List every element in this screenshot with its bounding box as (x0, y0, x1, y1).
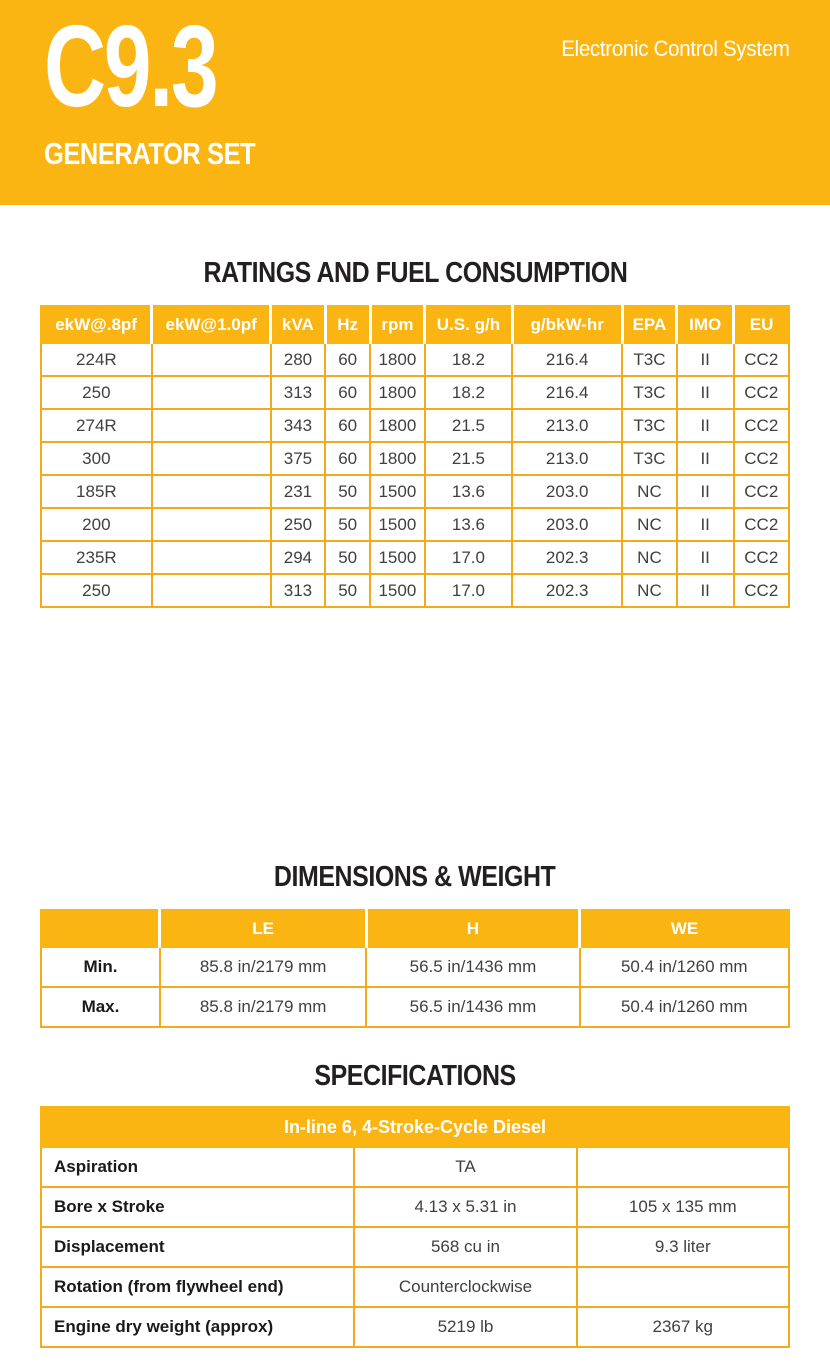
dimensions-table (40, 909, 790, 1028)
table-cell: CC2 (734, 475, 789, 508)
table-cell: 105 x 135 mm (577, 1187, 789, 1227)
table-cell: 203.0 (512, 475, 622, 508)
table-cell: 50 (325, 574, 370, 607)
table-cell: 17.0 (425, 541, 513, 574)
table-cell: II (677, 343, 734, 376)
table-cell: 213.0 (512, 409, 622, 442)
table-cell: 56.5 in/1436 mm (366, 987, 579, 1027)
dimensions-header-row (41, 910, 789, 947)
table-cell: 216.4 (512, 343, 622, 376)
table-cell: 250 (271, 508, 326, 541)
table-cell: II (677, 442, 734, 475)
model-title: C9.3 (44, 1, 217, 131)
table-cell: Min. (41, 947, 160, 987)
table-row (41, 409, 789, 442)
column-header: ekW@.8pf (41, 306, 152, 343)
table-cell: Rotation (from flywheel end) (41, 1267, 354, 1307)
table-row (41, 574, 789, 607)
table-cell: 18.2 (425, 376, 513, 409)
table-cell: 343 (271, 409, 326, 442)
table-cell: 13.6 (425, 475, 513, 508)
table-cell: 202.3 (512, 541, 622, 574)
table-cell: 1800 (370, 442, 425, 475)
table-cell: 235R (41, 541, 152, 574)
specifications-table-header (41, 1107, 789, 1147)
table-cell: 4.13 x 5.31 in (354, 1187, 576, 1227)
table-cell: II (677, 574, 734, 607)
table-cell: NC (622, 541, 677, 574)
table-cell: 1500 (370, 574, 425, 607)
table-cell: 2367 kg (577, 1307, 789, 1347)
table-cell: Max. (41, 987, 160, 1027)
table-cell: TA (354, 1147, 576, 1187)
column-header: ekW@1.0pf (152, 306, 271, 343)
table-cell: 216.4 (512, 376, 622, 409)
masthead-band (0, 0, 830, 205)
ratings-table-body (41, 343, 789, 607)
table-cell: 231 (271, 475, 326, 508)
table-cell: 1800 (370, 376, 425, 409)
table-cell: Bore x Stroke (41, 1187, 354, 1227)
table-cell: 313 (271, 574, 326, 607)
table-cell (152, 376, 271, 409)
column-header (41, 910, 160, 947)
table-cell: NC (622, 574, 677, 607)
table-cell: 1500 (370, 508, 425, 541)
table-cell: 50 (325, 541, 370, 574)
table-cell: 21.5 (425, 442, 513, 475)
table-cell: 185R (41, 475, 152, 508)
table-cell: 203.0 (512, 508, 622, 541)
table-cell: 294 (271, 541, 326, 574)
table-row (41, 343, 789, 376)
table-cell: 60 (325, 343, 370, 376)
table-cell (152, 508, 271, 541)
table-cell: 5219 lb (354, 1307, 576, 1347)
table-cell: CC2 (734, 376, 789, 409)
table-cell: 1500 (370, 475, 425, 508)
column-header: LE (160, 910, 366, 947)
column-header: U.S. g/h (425, 306, 513, 343)
table-cell: Counterclockwise (354, 1267, 576, 1307)
table-cell (152, 409, 271, 442)
table-row (41, 987, 789, 1027)
table-cell: II (677, 508, 734, 541)
engine-type-header-row (41, 1107, 789, 1147)
table-cell: 50.4 in/1260 mm (580, 987, 789, 1027)
table-cell: 60 (325, 442, 370, 475)
table-cell: 13.6 (425, 508, 513, 541)
table-cell: 56.5 in/1436 mm (366, 947, 579, 987)
table-cell: 9.3 liter (577, 1227, 789, 1267)
table-cell: 50 (325, 508, 370, 541)
control-system-tagline: Electronic Control System (561, 36, 790, 61)
table-row (41, 541, 789, 574)
table-cell: 1800 (370, 409, 425, 442)
table-row (41, 1187, 789, 1227)
table-cell: 1800 (370, 343, 425, 376)
table-cell (577, 1267, 789, 1307)
table-row (41, 442, 789, 475)
table-cell: 85.8 in/2179 mm (160, 947, 366, 987)
table-cell: 300 (41, 442, 152, 475)
table-cell: 17.0 (425, 574, 513, 607)
specifications-table-body (41, 1147, 789, 1347)
table-cell: 1500 (370, 541, 425, 574)
table-cell: 85.8 in/2179 mm (160, 987, 366, 1027)
column-header: g/bkW-hr (512, 306, 622, 343)
table-cell: 213.0 (512, 442, 622, 475)
table-cell: 21.5 (425, 409, 513, 442)
column-header: EU (734, 306, 789, 343)
table-cell: 250 (41, 376, 152, 409)
table-cell: T3C (622, 442, 677, 475)
table-cell: 224R (41, 343, 152, 376)
table-cell: II (677, 475, 734, 508)
ratings-header-row (41, 306, 789, 343)
table-cell: CC2 (734, 343, 789, 376)
table-cell: 313 (271, 376, 326, 409)
table-cell: 250 (41, 574, 152, 607)
table-row (41, 508, 789, 541)
table-cell: 202.3 (512, 574, 622, 607)
column-header: kVA (271, 306, 326, 343)
table-cell (152, 343, 271, 376)
table-row (41, 376, 789, 409)
table-cell: Displacement (41, 1227, 354, 1267)
column-header: WE (580, 910, 789, 947)
table-cell: 60 (325, 376, 370, 409)
column-header: H (366, 910, 579, 947)
table-cell: CC2 (734, 574, 789, 607)
table-cell: 274R (41, 409, 152, 442)
table-cell: 375 (271, 442, 326, 475)
table-row (41, 1227, 789, 1267)
table-cell: Aspiration (41, 1147, 354, 1187)
table-cell: CC2 (734, 442, 789, 475)
table-cell: NC (622, 508, 677, 541)
table-cell: T3C (622, 376, 677, 409)
table-cell: II (677, 541, 734, 574)
table-row (41, 947, 789, 987)
table-cell: 568 cu in (354, 1227, 576, 1267)
table-cell: 280 (271, 343, 326, 376)
column-header: Hz (325, 306, 370, 343)
ratings-table-header (41, 306, 789, 343)
table-cell: CC2 (734, 541, 789, 574)
table-cell (152, 475, 271, 508)
table-cell: T3C (622, 343, 677, 376)
dimensions-table-body (41, 947, 789, 1027)
specifications-section-title: SPECIFICATIONS (314, 1060, 516, 1092)
table-cell: 18.2 (425, 343, 513, 376)
specifications-table (40, 1106, 790, 1348)
table-cell (577, 1147, 789, 1187)
column-header: rpm (370, 306, 425, 343)
ratings-table (40, 305, 790, 608)
table-cell: Engine dry weight (approx) (41, 1307, 354, 1347)
dimensions-table-header (41, 910, 789, 947)
table-cell: CC2 (734, 508, 789, 541)
table-row (41, 1307, 789, 1347)
table-cell: 60 (325, 409, 370, 442)
column-header: IMO (677, 306, 734, 343)
column-header: EPA (622, 306, 677, 343)
table-cell: II (677, 409, 734, 442)
table-cell: 200 (41, 508, 152, 541)
table-cell: T3C (622, 409, 677, 442)
table-cell (152, 442, 271, 475)
table-cell: 50 (325, 475, 370, 508)
dimensions-section-title: DIMENSIONS & WEIGHT (274, 861, 556, 893)
generator-set-subtitle: GENERATOR SET (44, 136, 256, 171)
table-row (41, 1147, 789, 1187)
table-cell (152, 541, 271, 574)
table-cell: CC2 (734, 409, 789, 442)
table-cell: NC (622, 475, 677, 508)
table-cell: 50.4 in/1260 mm (580, 947, 789, 987)
table-row (41, 1267, 789, 1307)
table-cell (152, 574, 271, 607)
ratings-section-title: RATINGS AND FUEL CONSUMPTION (203, 257, 627, 289)
table-cell: II (677, 376, 734, 409)
table-row (41, 475, 789, 508)
engine-type-header: In-line 6, 4-Stroke-Cycle Diesel (41, 1107, 789, 1147)
